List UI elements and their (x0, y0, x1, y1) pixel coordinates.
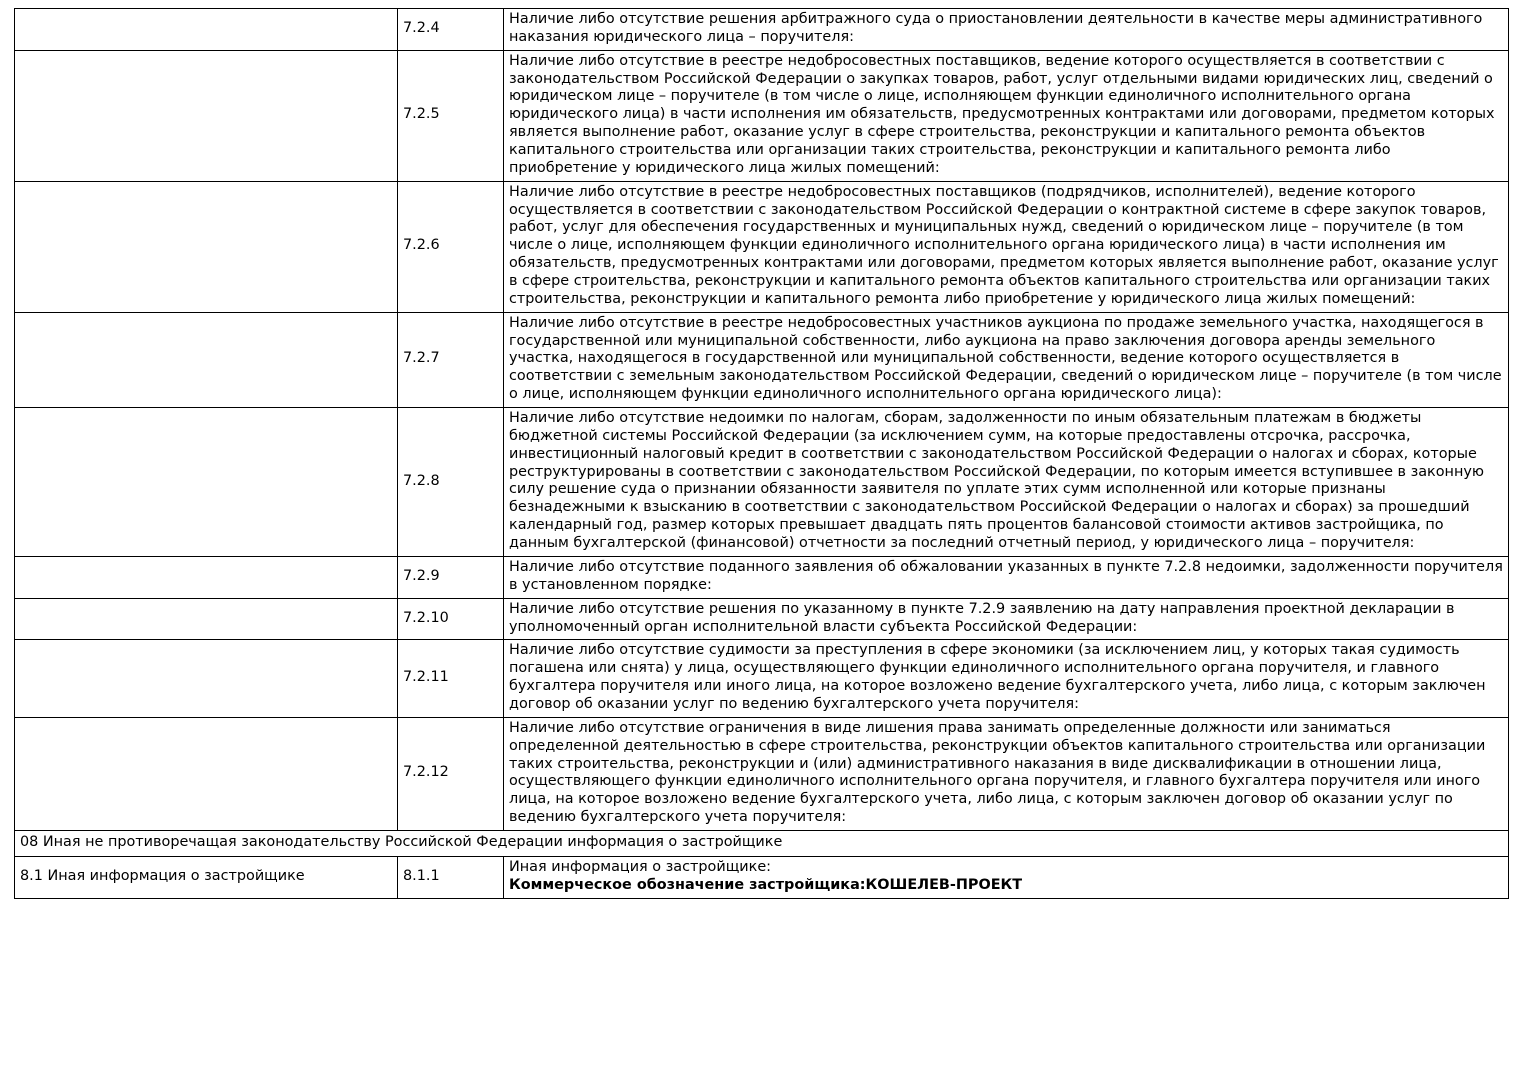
row-name-cell (15, 717, 398, 830)
row-number-cell: 7.2.6 (398, 181, 504, 312)
row-text-cell: Наличие либо отсутствие поданного заявления об обжаловании указанных в пункте 7.2.8 недоимки, задолженности поручителя в установленном порядке: (504, 556, 1509, 598)
table-row (15, 181, 1509, 312)
row-text-cell: Наличие либо отсутствие в реестре недобросовестных поставщиков (подрядчиков, исполнителей), ведение которого осуществляется в соответствии с законодательством Российской Федерации о контрактной системе в сфере закупок товаров, работ, услуг для обеспечения государственных и муниципальных нужд, сведений о юридическом лице – поручителе (в том числе о лице, исполняющем функции единоличного исполнительного органа юридического лица) в части исполнения им обязательств, предусмотренных контрактами или договорами, предметом которых является выполнение работ, оказание услуг в сфере строительства, реконструкции и капитального ремонта объектов капитального строительства или организации таких строительства, реконструкции и капитального ремонта либо приобретение у юридического лица жилых помещений: (504, 181, 1509, 312)
row-text-cell: Наличие либо отсутствие решения по указанному в пункте 7.2.9 заявлению на дату направления проектной декларации в уполномоченный орган исполнительной власти субъекта Российской Федерации: (504, 598, 1509, 640)
row-name-cell (15, 408, 398, 557)
commercial-designation-line (509, 877, 1503, 895)
table-row (15, 408, 1509, 557)
other-info-label: Иная информация о застройщике: (509, 858, 772, 875)
row-text-cell (504, 856, 1509, 898)
table-row (15, 717, 1509, 830)
row-name-cell (15, 312, 398, 407)
row-name-cell (15, 181, 398, 312)
developer-info-table (14, 8, 1509, 899)
table-row (15, 556, 1509, 598)
row-text-cell: Наличие либо отсутствие решения арбитражного суда о приостановлении деятельности в качестве меры административного наказания юридического лица – поручителя: (504, 9, 1509, 51)
table-row (15, 598, 1509, 640)
table-row (15, 640, 1509, 717)
row-text-cell: Наличие либо отсутствие судимости за преступления в сфере экономики (за исключением лиц, у которых такая судимость погашена или снята) у лица, осуществляющего функции единоличного исполнительного органа поручителя, и главного бухгалтера поручителя или иного лица, на которое возложено ведение бухгалтерского учета, либо лица, с которым заключен договор об оказании услуг по ведению бухгалтерского учета поручителя: (504, 640, 1509, 717)
section-header-row (15, 830, 1509, 856)
row-name-cell (15, 640, 398, 717)
row-name-cell (15, 9, 398, 51)
row-text-cell: Наличие либо отсутствие в реестре недобросовестных поставщиков, ведение которого осуществляется в соответствии с законодательством Российской Федерации о закупках товаров, работ, услуг отдельными видами юридических лиц, сведений о юридическом лице – поручителе (в том числе о лице, исполняющем функции единоличного исполнительного органа юридического лица) в части исполнения им обязательств, предусмотренных контрактами или договорами, предметом которых является выполнение работ, оказание услуг в сфере строительства, реконструкции и капитального ремонта объектов капитального строительства или организации таких строительства, реконструкции и капитального ремонта либо приобретение у юридического лица жилых помещений: (504, 50, 1509, 181)
row-number-cell: 7.2.11 (398, 640, 504, 717)
row-number-cell: 7.2.7 (398, 312, 504, 407)
table-row (15, 856, 1509, 898)
table-row (15, 312, 1509, 407)
row-text-cell: Наличие либо отсутствие недоимки по налогам, сборам, задолженности по иным обязательным платежам в бюджеты бюджетной системы Российской Федерации (за исключением сумм, на которые предоставлены отсрочка, рассрочка, инвестиционный налоговый кредит в соответствии с законодательством Российской Федерации о налогах и сборах, которые реструктурированы в соответствии с законодательством Российской Федерации, по которым имеется вступившее в законную силу решение суда о признании обязанности заявителя по уплате этих сумм исполненной или которые признаны безнадежными к взысканию в соответствии с законодательством Российской Федерации о налогах и сборах) за прошедший календарный год, размер которых превышает двадцать пять процентов балансовой стоимости активов застройщика, по данным бухгалтерской (финансовой) отчетности за последний отчетный период, у юридического лица – поручителя: (504, 408, 1509, 557)
row-number-cell: 7.2.5 (398, 50, 504, 181)
table-row (15, 9, 1509, 51)
row-name-cell (15, 598, 398, 640)
row-text-cell: Наличие либо отсутствие ограничения в виде лишения права занимать определенные должности или заниматься определенной деятельностью в сфере строительства, реконструкции объектов капитального строительства или организации таких строительства, реконструкции и (или) административного наказания в виде дисквалификации в отношении лица, осуществляющего функции единоличного исполнительного органа поручителя, и главного бухгалтера поручителя или иного лица, на которое возложено ведение бухгалтерского учета, либо лица, с которым заключен договор об оказании услуг по ведению бухгалтерского учета поручителя: (504, 717, 1509, 830)
commercial-designation-value: КОШЕЛЕВ-ПРОЕКТ (865, 876, 1023, 893)
row-number-cell: 7.2.10 (398, 598, 504, 640)
row-name-cell (15, 556, 398, 598)
commercial-designation-label: Коммерческое обозначение застройщика: (509, 876, 866, 893)
row-number-cell: 7.2.9 (398, 556, 504, 598)
table-row (15, 50, 1509, 181)
row-number-cell: 7.2.4 (398, 9, 504, 51)
row-number-cell: 7.2.12 (398, 717, 504, 830)
row-number-cell: 8.1.1 (398, 856, 504, 898)
row-name-cell: 8.1 Иная информация о застройщике (15, 856, 398, 898)
row-text-cell: Наличие либо отсутствие в реестре недобросовестных участников аукциона по продаже земельного участка, находящегося в государственной или муниципальной собственности, либо аукциона на право заключения договора аренды земельного участка, находящегося в государственной или муниципальной собственности, ведение которого осуществляется в соответствии с земельным законодательством Российской Федерации, сведений о юридическом лице – поручителе (в том числе о лице, исполняющем функции единоличного исполнительного органа юридического лица): (504, 312, 1509, 407)
row-number-cell: 7.2.8 (398, 408, 504, 557)
section-header-cell: 08 Иная не противоречащая законодательству Российской Федерации информация о застройщике (15, 830, 1509, 856)
table-body (15, 9, 1509, 899)
row-name-cell (15, 50, 398, 181)
